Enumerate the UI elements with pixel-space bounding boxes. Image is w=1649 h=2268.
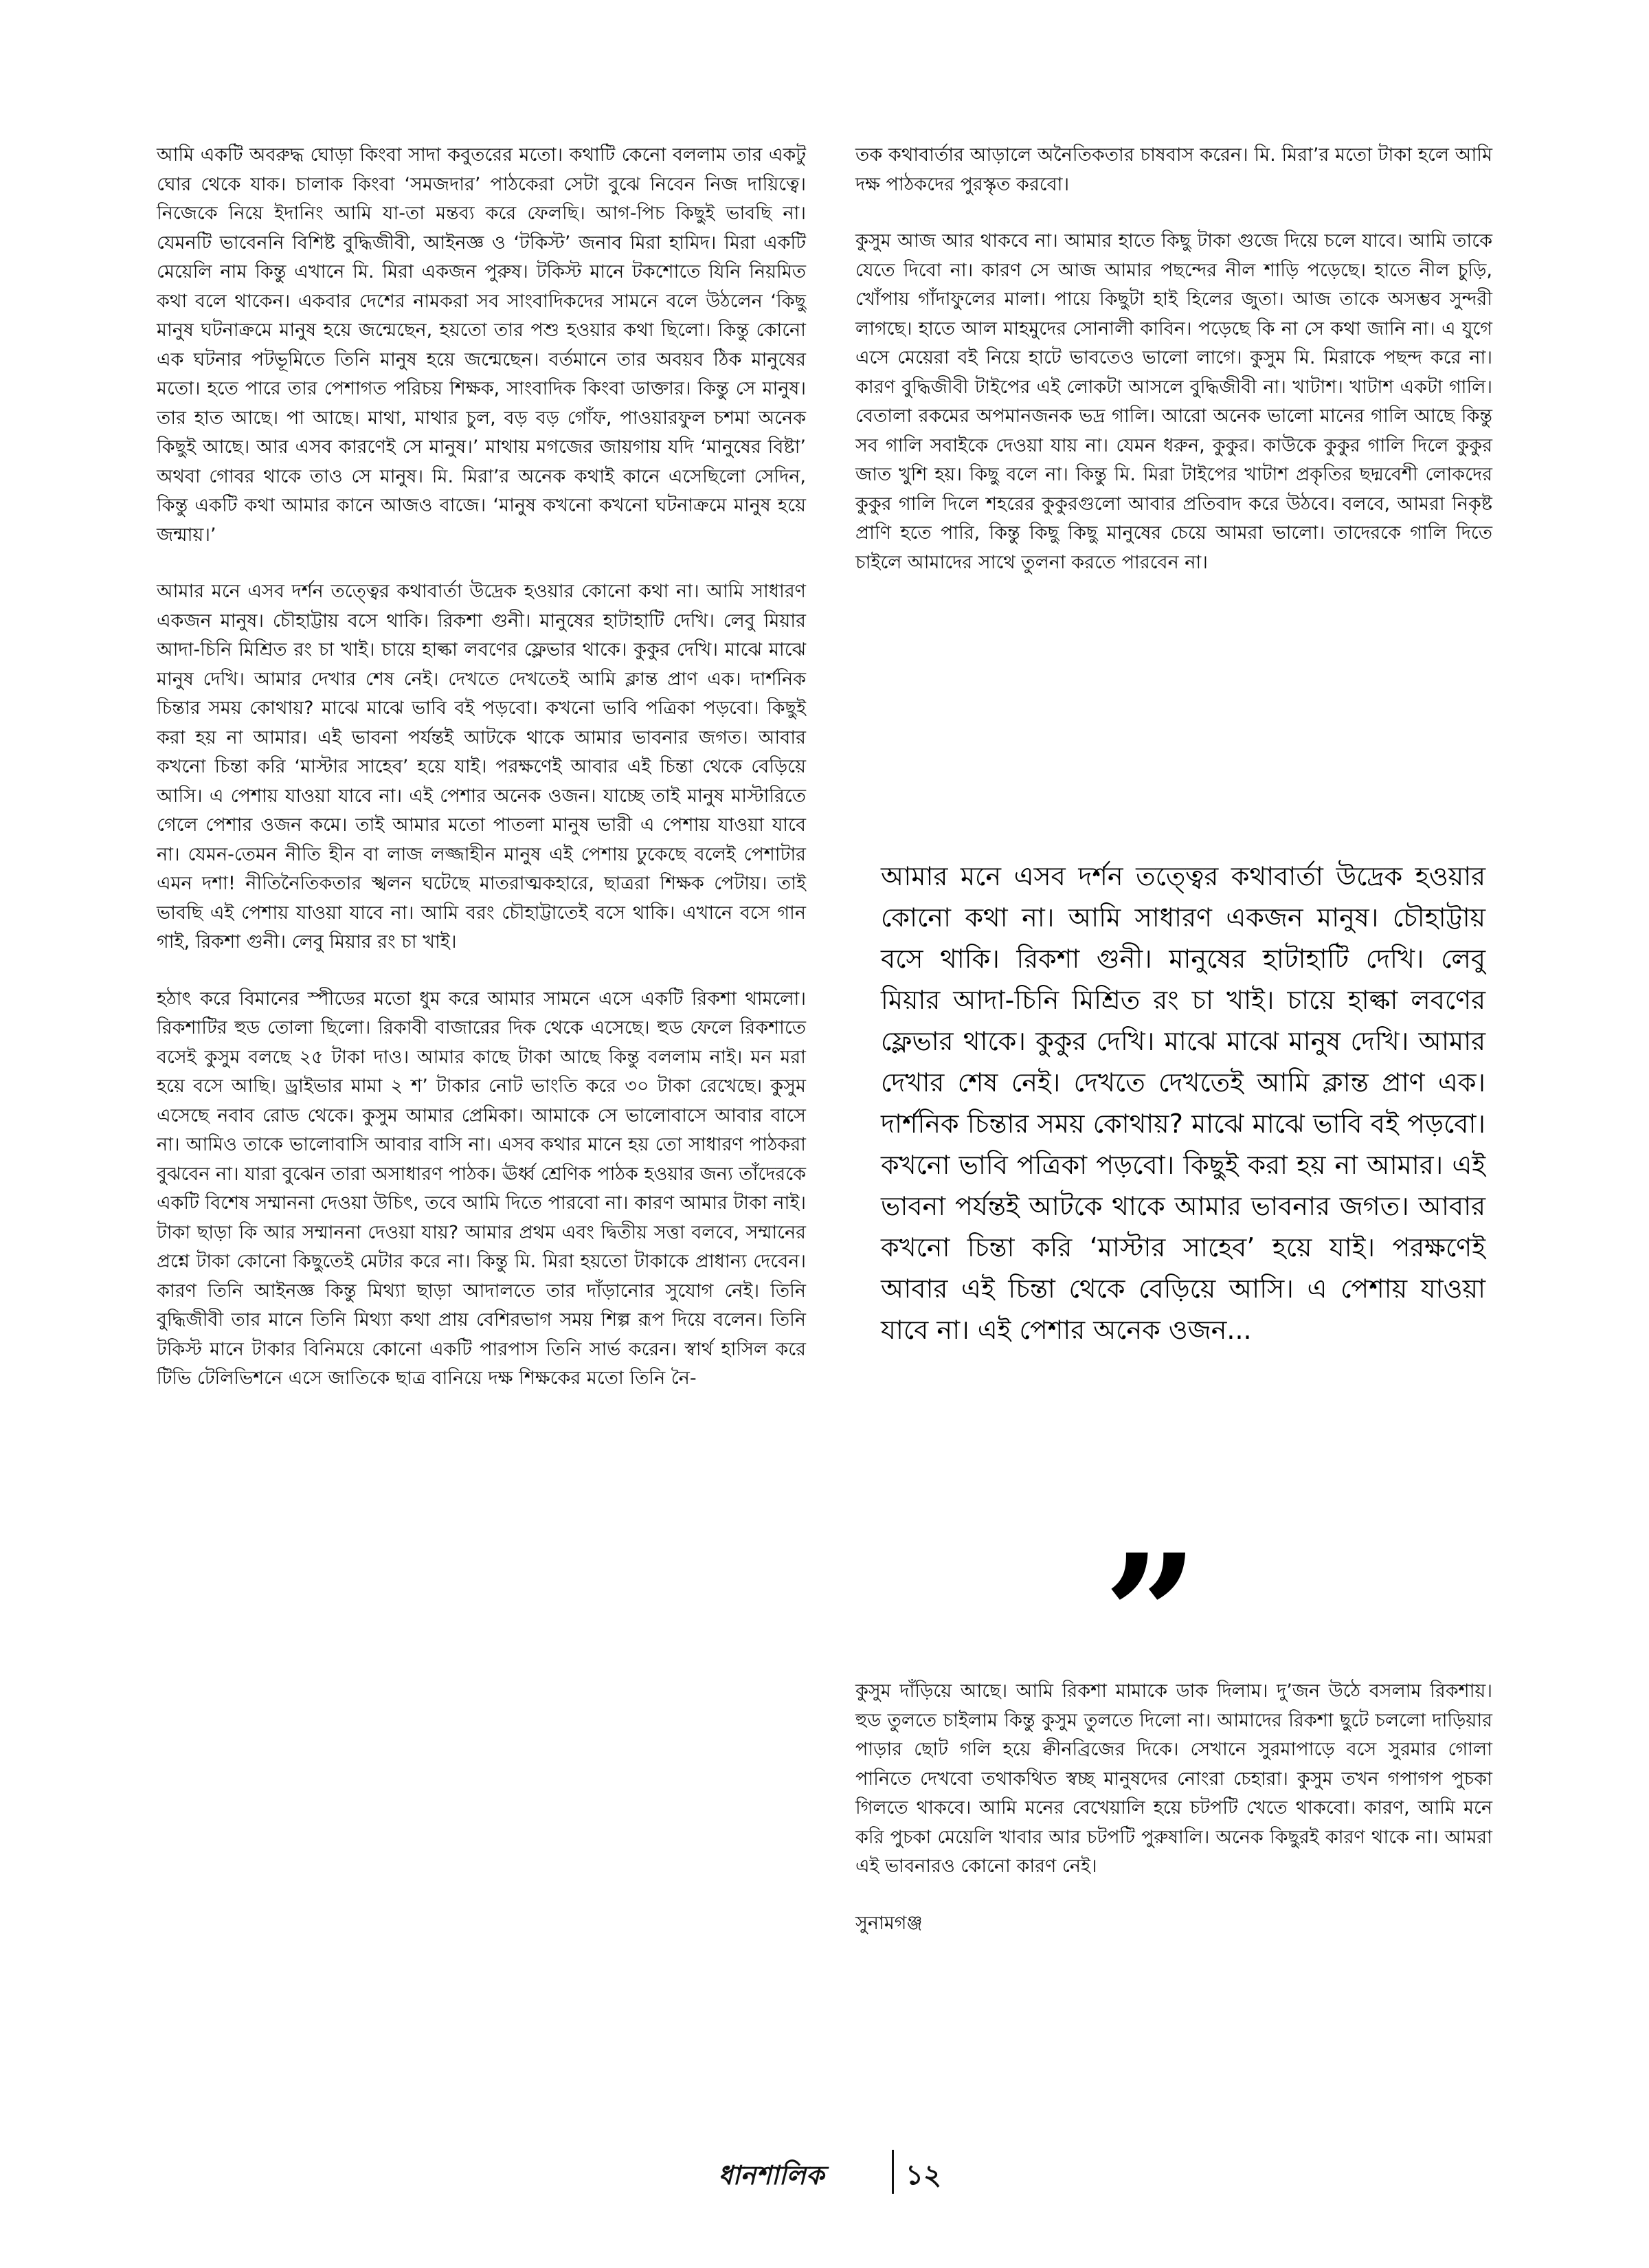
paragraph-1: আমি একটি অবরুদ্ধ ঘোড়া কিংবা সাদা কবুতরের মতো। কথাটি কেনো বললাম তার একটু ঘোর থেকে যাক। চালাক কিংবা ‘সমজদার’ পাঠকেরা সেটা বুঝে নিবেন নিজ দায়িত্বে। নিজেকে নিয়ে ইদানিং আমি যা-তা মন্তব্য করে ফেলছি। আগ-পিচ কিছুই ভাবছি না। যেমনটি ভাবেননি বিশিষ্ট বুদ্ধিজীবী, আইনজ্ঞ ও ‘টকিস্ট’ জনাব মিরা হামিদ। মিরা একটি মেয়েলি নাম কিন্তু এখানে মি. মিরা একজন পুরুষ। টকিস্ট মানে টকশোতে যিনি নিয়মিত কথা বলে থাকেন। একবার দেশের নামকরা সব সাংবাদিকদের সামনে বলে উঠলেন ‘কিছু মানুষ ঘটনাক্রমে মানুষ হয়ে জন্মেছেন, হয়তো তার পশু হওয়ার কথা ছিলো। কিন্তু কোনো এক ঘটনার পটভূমিতে তিনি মানুষ হয়ে জন্মেছেন। বর্তমানে তার অবয়ব ঠিক মানুষের মতো। হতে পারে তার পেশাগত পরিচয় শিক্ষক, সাংবাদিক কিংবা ডাক্তার। কিন্তু সে মানুষ। তার হাত আছে। পা আছে। মাথা, মাথার চুল, বড় বড় গোঁফ, পাওয়ারফুল চশমা অনেক কিছুই আছে। আর এসব কারণেই সে মানুষ।’ মাথায় মগজের জায়গায় যদি ‘মানুষের বিষ্টা’ অথবা গোবর থাকে তাও সে মানুষ। মি. মিরা’র অনেক কথাই কানে এসেছিলো সেদিন, কিন্তু একটি কথা আমার কানে আজও বাজে। ‘মানুষ কখনো কখনো ঘটনাক্রমে মানুষ হয়ে জন্মায়।’ bbox=[157, 144, 806, 546]
paragraph-4: তক কথাবার্তার আড়ালে অনৈতিকতার চাষবাস করেন। মি. মিরা’র মতো টাকা হলে আমি দক্ষ পাঠকদের পুরস্কৃত করবো। bbox=[855, 144, 1492, 195]
paragraph-6: কুসুম দাঁড়িয়ে আছে। আমি রিকশা মামাকে ডাক দিলাম। দু’জন উঠে বসলাম রিকশায়। হুড তুলতে চাইলাম কিন্তু কুসুম তুলতে দিলো না। আমাদের রিকশা ছুটে চললো দাড়িয়ার পাড়ার ছোট গলি হয়ে ক্বীনব্রিজের দিকে। সেখানে সুরমাপাড়ে বসে সুরমার গোলা পানিতে দেখবো তথাকথিত স্বচ্ছ মানুষদের নোংরা চেহারা। কুসুম তখন গপাগপ পুচকা গিলতে থাকবে। আমি মনের বেখেয়ালি হয়ে চটপটি খেতে থাকবো। কারণ, আমি মনে করি পুচকা মেয়েলি খাবার আর চটপটি পুরুষালি। অনেক কিছুরই কারণ থাকে না। আমরা এই ভাবনারও কোনো কারণ নেই। bbox=[855, 1680, 1492, 1877]
right-column-bottom bbox=[855, 1677, 1492, 1938]
author-location: সুনামগঞ্জ bbox=[855, 1912, 923, 1934]
quote-mark-icon: ” bbox=[1103, 1518, 1199, 1712]
pull-quote: আমার মনে এসব দর্শন তত্ত্বের কথাবার্তা উদ্রেক হওয়ার কোনো কথা না। আমি সাধারণ একজন মানুষ। চৌহাট্টায় বসে থাকি। রিকশা গুনী। মানুষের হাটাহাটি দেখি। লেবু মিয়ার আদা-চিনি মিশ্রিত রং চা খাই। চায়ে হাল্কা লবণের ফ্লেভার থাকে। কুকুর দেখি। মাঝে মাঝে মানুষ দেখি। আমার দেখার শেষ নেই। দেখতে দেখতেই আমি ক্লান্ত প্রাণ এক। দার্শনিক চিন্তার সময় কোথায়? মাঝে মাঝে ভাবি বই পড়বো। কখনো ভাবি পত্রিকা পড়বো। কিছুই করা হয় না আমার। এই ভাবনা পর্যন্তই আটকে থাকে আমার ভাবনার জগত। আবার কখনো চিন্তা করি ‘মাস্টার সাহেব’ হয়ে যাই। পরক্ষণেই আবার এই চিন্তা থেকে বেড়িয়ে আসি। এ পেশায় যাওয়া যাবে না। এই পেশার অনেক ওজন... bbox=[881, 861, 1485, 1345]
paragraph-5: কুসুম আজ আর থাকবে না। আমার হাতে কিছু টাকা গুজে দিয়ে চলে যাবে। আমি তাকে যেতে দিবো না। কারণ সে আজ আমার পছন্দের নীল শাড়ি পড়েছে। হাতে নীল চুড়ি, খোঁপায় গাঁদাফুলের মালা। পায়ে কিছুটা হাই হিলের জুতা। আজ তাকে অসম্ভব সুন্দরী লাগছে। হাতে আল মাহমুদের সোনালী কাবিন। পড়েছে কি না সে কথা জানি না। এ যুগে এসে মেয়েরা বই নিয়ে হাটে ভাবতেও ভালো লাগে। কুসুম মি. মিরাকে পছন্দ করে না। কারণ বুদ্ধিজীবী টাইপের এই লোকটা আসলে বুদ্ধিজীবী না। খাটাশ। খাটাশ একটা গালি। বেতালা রকমের অপমানজনক ভদ্র গালি। আরো অনেক ভালো মানের গালি আছে কিন্তু সব গালি সবাইকে দেওয়া যায় না। যেমন ধরুন, কুকুর। কাউকে কুকুর গালি দিলে কুকুর জাত খুশি হয়। কিছু বলে না। কিন্তু মি. মিরা টাইপের খাটাশ প্রকৃতির ছদ্মবেশী লোকদের কুকুর গালি দিলে শহরের কুকুরগুলো আবার প্রতিবাদ করে উঠবে। বলবে, আমরা নিকৃষ্ট প্রাণি হতে পারি, কিন্তু কিছু কিছু মানুষের চেয়ে আমরা ভালো। তাদেরকে গালি দিতে চাইলে আমাদের সাথে তুলনা করতে পারবেন না। bbox=[855, 230, 1492, 573]
magazine-logo: ধানশালিক bbox=[718, 2159, 824, 2190]
paragraph-3: হঠাৎ করে বিমানের স্পীডের মতো ধুম করে আমার সামনে এসে একটি রিকশা থামলো। রিকশাটির হুড তোলা ছিলো। রিকাবী বাজারের দিক থেকে এসেছে। হুড ফেলে রিকশাতে বসেই কুসুম বলছে ২৫ টাকা দাও। আমার কাছে টাকা আছে কিন্তু বললাম নাই। মন মরা হয়ে বসে আছি। ড্রাইভার মামা ২ শ’ টাকার নোট ভাংতি করে ৩০ টাকা রেখেছে। কুসুম এসেছে নবাব রোড থেকে। কুসুম আমার প্রেমিকা। আমাকে সে ভালোবাসে আবার বাসে না। আমিও তাকে ভালোবাসি আবার বাসি না। এসব কথার মানে হয় তো সাধারণ পাঠকরা বুঝবেন না। যারা বুঝেন তারা অসাধারণ পাঠক। ঊর্ধ্ব শ্রেণিক পাঠক হওয়ার জন্য তাঁদেরকে একটি বিশেষ সম্মাননা দেওয়া উচিৎ, তবে আমি দিতে পারবো না। কারণ আমার টাকা নাই। টাকা ছাড়া কি আর সম্মাননা দেওয়া যায়? আমার প্রথম এবং দ্বিতীয় সত্তা বলবে, সম্মানের প্রশ্নে টাকা কোনো কিছুতেই মেটার করে না। কিন্তু মি. মিরা হয়তো টাকাকে প্রাধান্য দেবেন। কারণ তিনি আইনজ্ঞ কিন্তু মিথ্যা ছাড়া আদালতে তার দাঁড়ানোর সুযোগ নেই। তিনি বুদ্ধিজীবী তার মানে তিনি মিথ্যা কথা প্রায় বেশিরভাগ সময় শিল্প রূপ দিয়ে বলেন। তিনি টকিস্ট মানে টাকার বিনিময়ে কোনো একটি পারপাস তিনি সার্ভ করেন। স্বার্থ হাসিল করে টিভি টেলিভিশনে এসে জাতিকে ছাত্র বানিয়ে দক্ষ শিক্ষকের মতো তিনি নৈ- bbox=[157, 988, 806, 1389]
paragraph-2: আমার মনে এসব দর্শন তত্ত্বের কথাবার্তা উদ্রেক হওয়ার কোনো কথা না। আমি সাধারণ একজন মানুষ। চৌহাট্টায় বসে থাকি। রিকশা গুনী। মানুষের হাটাহাটি দেখি। লেবু মিয়ার আদা-চিনি মিশ্রিত রং চা খাই। চায়ে হাল্কা লবণের ফ্লেভার থাকে। কুকুর দেখি। মাঝে মাঝে মানুষ দেখি। আমার দেখার শেষ নেই। দেখতে দেখতেই আমি ক্লান্ত প্রাণ এক। দার্শনিক চিন্তার সময় কোথায়? মাঝে মাঝে ভাবি বই পড়বো। কখনো ভাবি পত্রিকা পড়বো। কিছুই করা হয় না আমার। এই ভাবনা পর্যন্তই আটকে থাকে আমার ভাবনার জগত। আবার কখনো চিন্তা করি ‘মাস্টার সাহেব’ হয়ে যাই। পরক্ষণেই আবার এই চিন্তা থেকে বেড়িয়ে আসি। এ পেশায় যাওয়া যাবে না। এই পেশার অনেক ওজন। যাচ্ছে তাই মানুষ মাস্টারিতে গেলে পেশার ওজন কমে। তাই আমার মতো পাতলা মানুষ ভারী এ পেশায় যাওয়া যাবে না। যেমন-তেমন নীতি হীন বা লাজ লজ্জাহীন মানুষ এই পেশায় ঢুকেছে বলেই পেশাটার এমন দশা! নীতিনৈতিকতার স্খলন ঘটেছে মাতরাত্মকহারে, ছাত্ররা শিক্ষক পেটায়। তাই ভাবছি এই পেশায় যাওয়া যাবে না। আমি বরং চৌহাট্টাতেই বসে থাকি। এখানে বসে গান গাই, রিকশা গুনী। লেবু মিয়ার রং চা খাই। bbox=[157, 581, 806, 953]
left-column bbox=[157, 141, 806, 1394]
right-column bbox=[855, 141, 1492, 577]
page-number: ১২ bbox=[906, 2159, 941, 2191]
footer-divider bbox=[892, 2150, 894, 2194]
